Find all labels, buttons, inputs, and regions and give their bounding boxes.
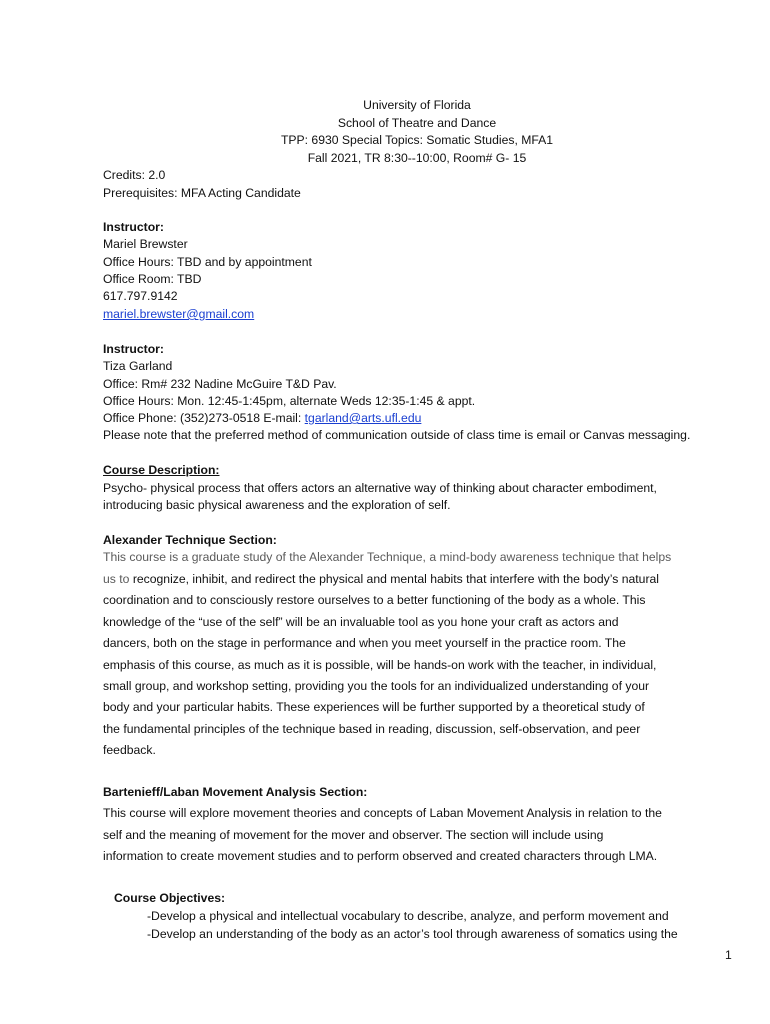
course-description-heading: Course Description: <box>103 463 220 477</box>
course-term: Fall 2021, TR 8:30--10:00, Room# G- 15 <box>307 151 527 165</box>
instructor2-name: Tiza Garland <box>103 359 173 373</box>
laban-line: self and the meaning of movement for the mover and observer. The section will include using <box>103 828 604 842</box>
instructor2-phone: Office Phone: (352)273-0518 E-mail: <box>103 411 305 425</box>
instructor1-heading: Instructor: <box>103 220 164 234</box>
objective-item: -Develop a physical and intellectual vocabulary to describe, analyze, and perform movement and <box>147 909 669 923</box>
instructor2-heading: Instructor: <box>103 342 164 356</box>
alexander-line <box>103 569 659 590</box>
instructor2-office-hours: Office Hours: Mon. 12:45-1:45pm, alternate Weds 12:35-1:45 & appt. <box>103 394 476 408</box>
laban-line: information to create movement studies and to perform observed and created characters through LMA. <box>103 849 658 863</box>
alexander-line: emphasis of this course, as much as it is possible, will be hands-on work with the teacher, in individual, <box>103 658 657 672</box>
objective-item: -Develop an understanding of the body as an actor’s tool through awareness of somatics using the <box>147 927 678 941</box>
instructor2-email-link[interactable]: tgarland@arts.ufl.edu <box>304 411 422 425</box>
page-number: 1 <box>725 948 732 962</box>
objectives-heading: Course Objectives: <box>114 891 226 905</box>
instructor1-email-link[interactable]: mariel.brewster@gmail.com <box>103 307 255 321</box>
instructor1-office-hours: Office Hours: TBD and by appointment <box>103 255 312 269</box>
course-title: TPP: 6930 Special Topics: Somatic Studies, MFA1 <box>280 133 554 147</box>
laban-heading: Bartenieff/Laban Movement Analysis Section: <box>103 785 368 799</box>
credits: Credits: 2.0 <box>103 168 166 182</box>
instructor1-name: Mariel Brewster <box>103 237 188 251</box>
communication-note: Please note that the preferred method of communication outside of class time is email or Canvas messaging. <box>103 428 691 442</box>
alexander-line: coordination and to consciously restore ourselves to a better functioning of the body as a whole. This <box>103 593 646 607</box>
laban-line: This course will explore movement theories and concepts of Laban Movement Analysis in relation to the <box>103 806 662 820</box>
prerequisites: Prerequisites: MFA Acting Candidate <box>103 186 301 200</box>
alexander-line: feedback. <box>103 743 156 757</box>
alexander-line: small group, and workshop setting, providing you the tools for an individualized understanding of your <box>103 679 650 693</box>
alexander-line: knowledge of the “use of the self” will be an invaluable tool as you hone your craft as actors and <box>103 615 619 629</box>
course-description-line: introducing basic physical awareness and the exploration of self. <box>103 498 451 512</box>
alexander-heading: Alexander Technique Section: <box>103 533 277 547</box>
school-name: School of Theatre and Dance <box>337 116 497 130</box>
course-description-line: Psycho- physical process that offers actors an alternative way of thinking about character embodiment, <box>103 481 657 495</box>
instructor2-contact-line <box>103 410 421 427</box>
instructor1-phone: 617.797.9142 <box>103 289 178 303</box>
instructor2-office: Office: Rm# 232 Nadine McGuire T&D Pav. <box>103 377 337 391</box>
instructor1-email-line <box>103 306 254 323</box>
instructor1-office-room: Office Room: TBD <box>103 272 202 286</box>
alexander-line-rest: recognize, inhibit, and redirect the physical and mental habits that interfere with the body’s natural <box>132 572 659 586</box>
university-name: University of Florida <box>363 98 471 112</box>
alexander-line: the fundamental principles of the technique based in reading, discussion, self-observation, and peer <box>103 722 641 736</box>
alexander-line: body and your particular habits. These experiences will be further supported by a theoretical study of <box>103 700 645 714</box>
alexander-line-start: us to <box>103 572 133 586</box>
alexander-line: dancers, both on the stage in performance and when you meet yourself in the practice room. The <box>103 636 626 650</box>
alexander-line: This course is a graduate study of the Alexander Technique, a mind-body awareness technique that helps <box>103 550 672 564</box>
